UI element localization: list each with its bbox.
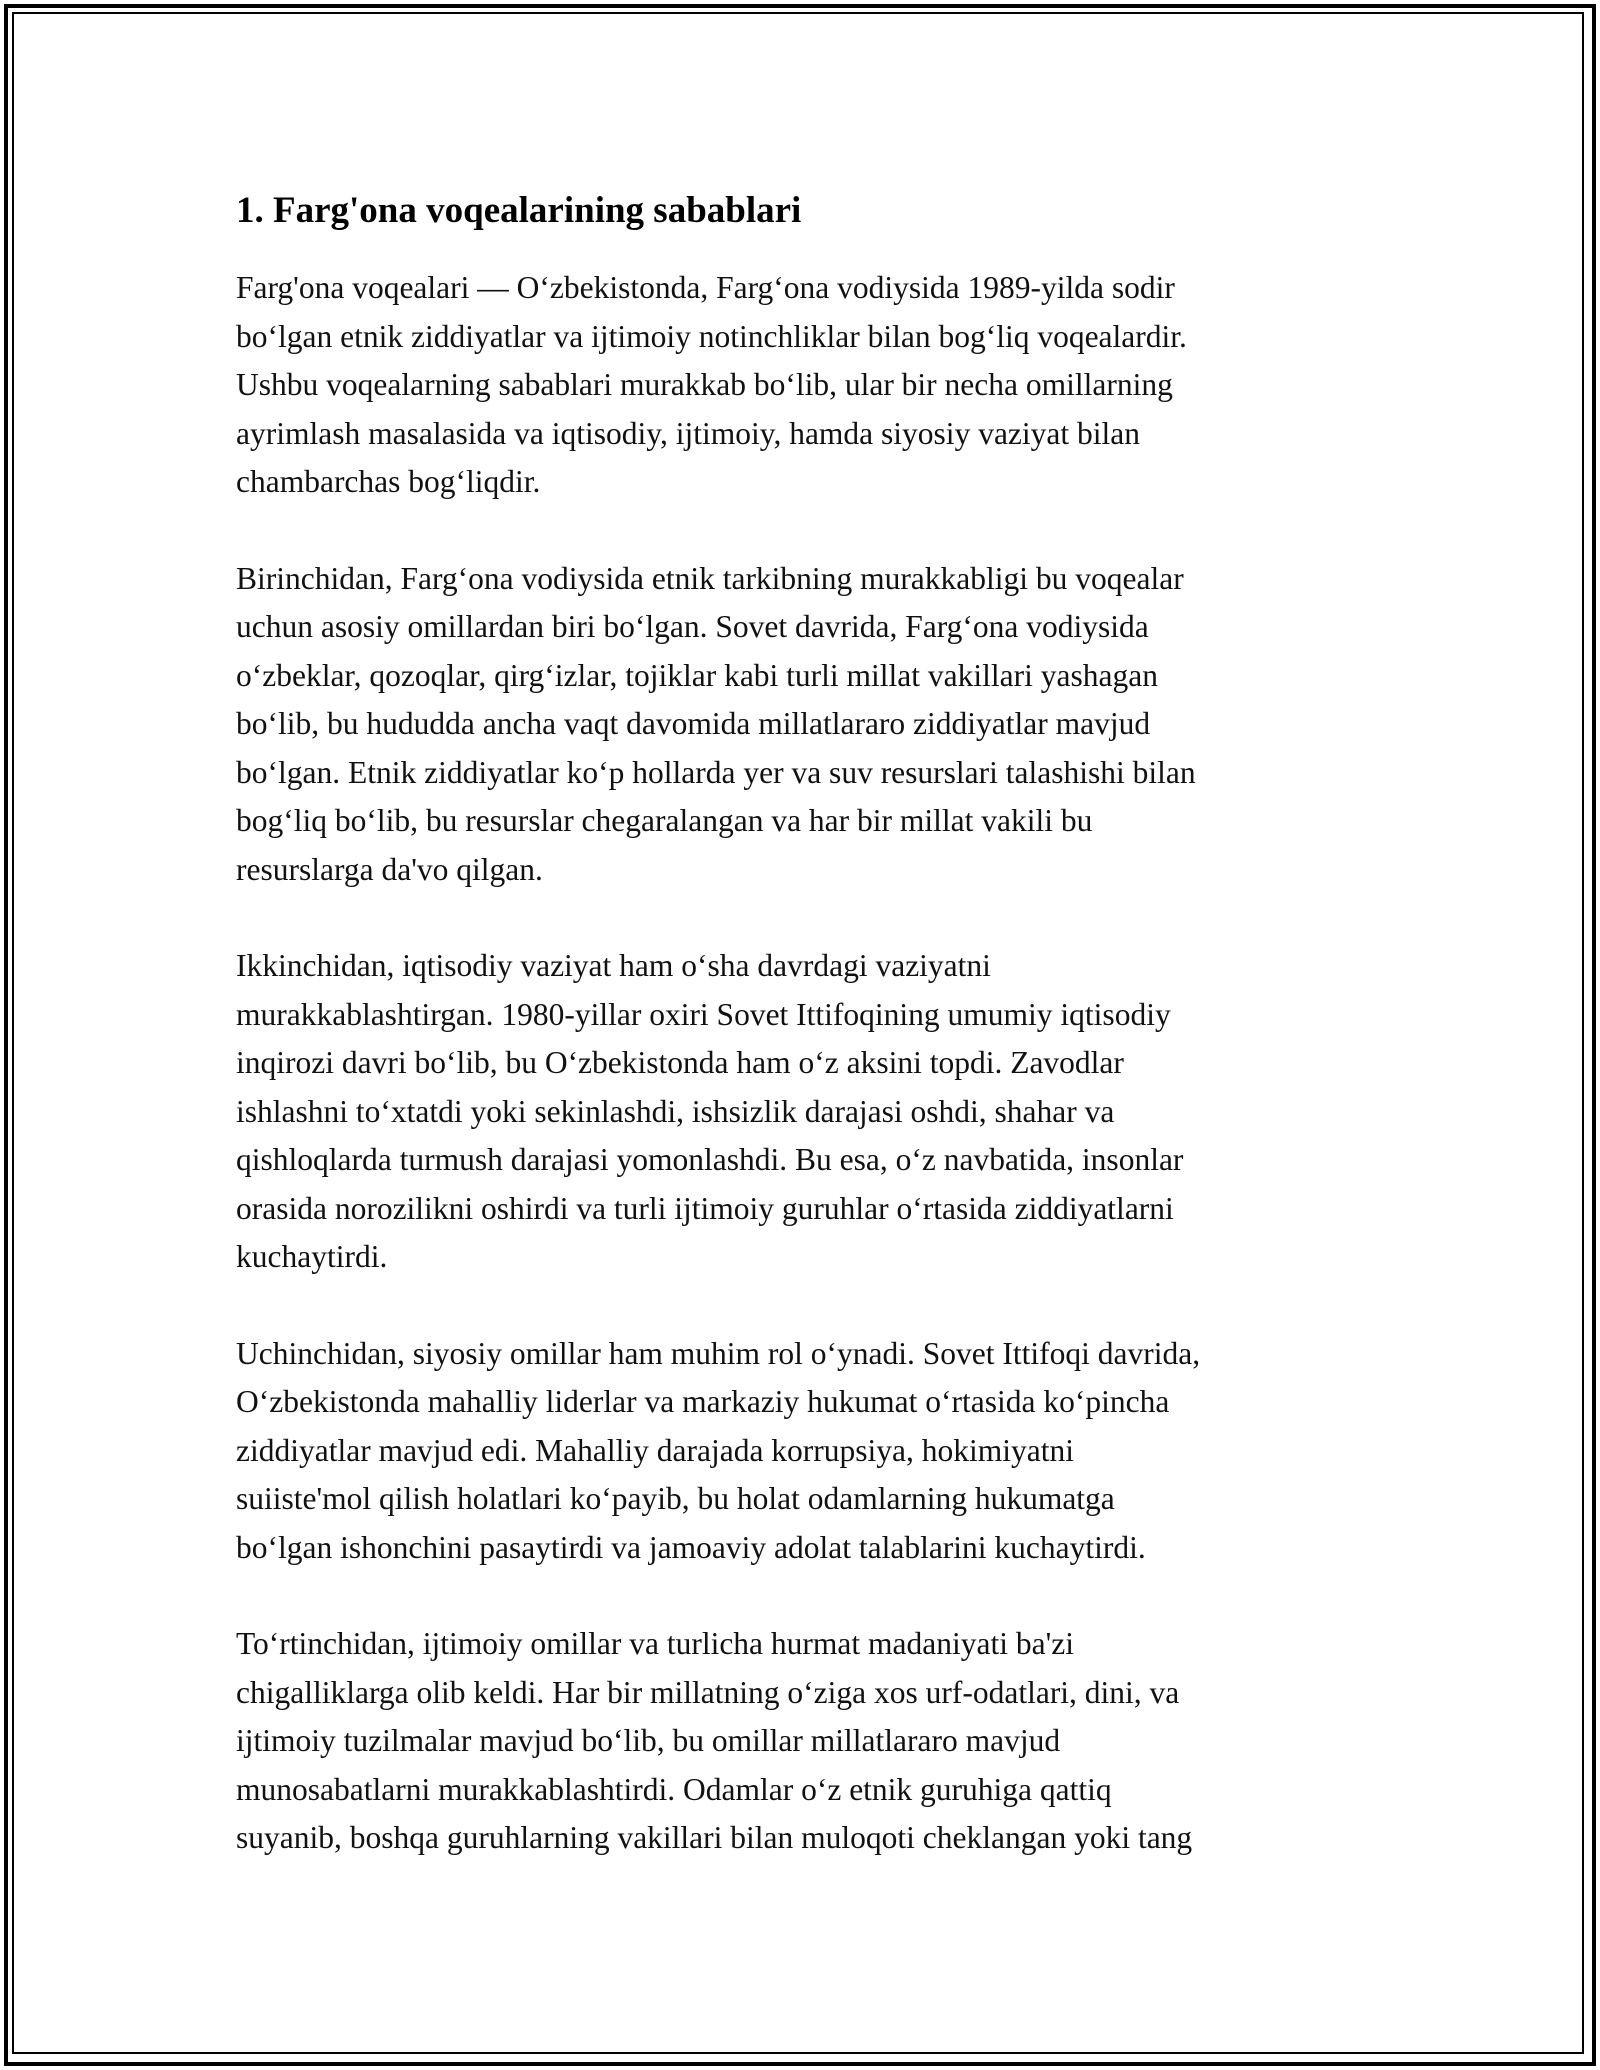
text-line: ayrimlash masalasida va iqtisodiy, ijtimoiy, hamda siyosiy vaziyat bilan <box>236 415 1140 451</box>
paragraph-second-reason <box>236 942 1366 1282</box>
text-line: bo‘lgan. Etnik ziddiyatlar ko‘p hollarda yer va suv resurslari talashishi bilan <box>236 754 1196 790</box>
text-line: kuchaytirdi. <box>236 1239 388 1274</box>
text-line: bo‘lib, bu hududda ancha vaqt davomida millatlararo ziddiyatlar mavjud <box>236 706 1151 741</box>
text-line: bo‘lgan etnik ziddiyatlar va ijtimoiy notinchliklar bilan bog‘liq voqealardir. <box>236 318 1187 354</box>
document-page <box>236 186 1366 1911</box>
text-line: uchun asosiy omillardan biri bo‘lgan. Sovet davrida, Farg‘ona vodiysida <box>236 609 1149 644</box>
text-line: To‘rtinchidan, ijtimoiy omillar va turlicha hurmat madaniyati ba'zi <box>236 1626 1074 1661</box>
text-line: Birinchidan, Farg‘ona vodiysida etnik tarkibning murakkabligi bu voqealar <box>236 560 1184 596</box>
text-line: resurslarga da'vo qilgan. <box>236 851 543 887</box>
section-heading: 1. Farg'ona voqealarining sabablari <box>236 190 802 231</box>
text-line: Farg'ona voqealari — O‘zbekistonda, Farg‘ona vodiysida 1989-yilda sodir <box>236 270 1175 305</box>
text-line: qishloqlarda turmush darajasi yomonlashdi. Bu esa, o‘z navbatida, insonlar <box>236 1142 1184 1177</box>
text-line: munosabatlarni murakkablashtirdi. Odamlar o‘z etnik guruhiga qattiq <box>236 1771 1112 1807</box>
text-line: suyanib, boshqa guruhlarning vakillari bilan muloqoti cheklangan yoki tang <box>236 1820 1193 1855</box>
paragraph-intro <box>236 264 1366 507</box>
text-line: Ushbu voqealarning sabablari murakkab bo‘lib, ular bir necha omillarning <box>236 367 1173 402</box>
text-line: orasida norozilikni oshirdi va turli ijtimoiy guruhlar o‘rtasida ziddiyatlarni <box>236 1190 1174 1226</box>
text-line: O‘zbekistonda mahalliy liderlar va markaziy hukumat o‘rtasida ko‘pincha <box>236 1384 1170 1419</box>
paragraph-third-reason <box>236 1330 1366 1573</box>
text-line: bo‘lgan ishonchini pasaytirdi va jamoaviy adolat talablarini kuchaytirdi. <box>236 1529 1146 1565</box>
text-line: murakkablashtirgan. 1980-yillar oxiri Sovet Ittifoqining umumiy iqtisodiy <box>236 996 1171 1032</box>
text-line: bog‘liq bo‘lib, bu resurslar chegaralangan va har bir millat vakili bu <box>236 803 1093 838</box>
paragraph-fourth-reason <box>236 1620 1366 1863</box>
text-line: Ikkinchidan, iqtisodiy vaziyat ham o‘sha davrdagi vaziyatni <box>236 948 991 983</box>
text-line: ishlashni to‘xtatdi yoki sekinlashdi, ishsizlik darajasi oshdi, shahar va <box>236 1093 1115 1129</box>
text-line: inqirozi davri bo‘lib, bu O‘zbekistonda ham o‘z aksini topdi. Zavodlar <box>236 1045 1124 1080</box>
text-line: o‘zbeklar, qozoqlar, qirg‘izlar, tojiklar kabi turli millat vakillari yashagan <box>236 657 1158 693</box>
text-line: chigalliklarga olib keldi. Har bir millatning o‘ziga xos urf-odatlari, dini, va <box>236 1674 1180 1710</box>
text-line: ijtimoiy tuzilmalar mavjud bo‘lib, bu omillar millatlararo mavjud <box>236 1723 1061 1758</box>
text-line: ziddiyatlar mavjud edi. Mahalliy darajada korrupsiya, hokimiyatni <box>236 1432 1075 1468</box>
text-line: chambarchas bog‘liqdir. <box>236 464 541 499</box>
paragraph-first-reason <box>236 555 1366 895</box>
text-line: Uchinchidan, siyosiy omillar ham muhim rol o‘ynadi. Sovet Ittifoqi davrida, <box>236 1335 1201 1371</box>
text-line: suiiste'mol qilish holatlari ko‘payib, bu holat odamlarning hukumatga <box>236 1481 1115 1516</box>
